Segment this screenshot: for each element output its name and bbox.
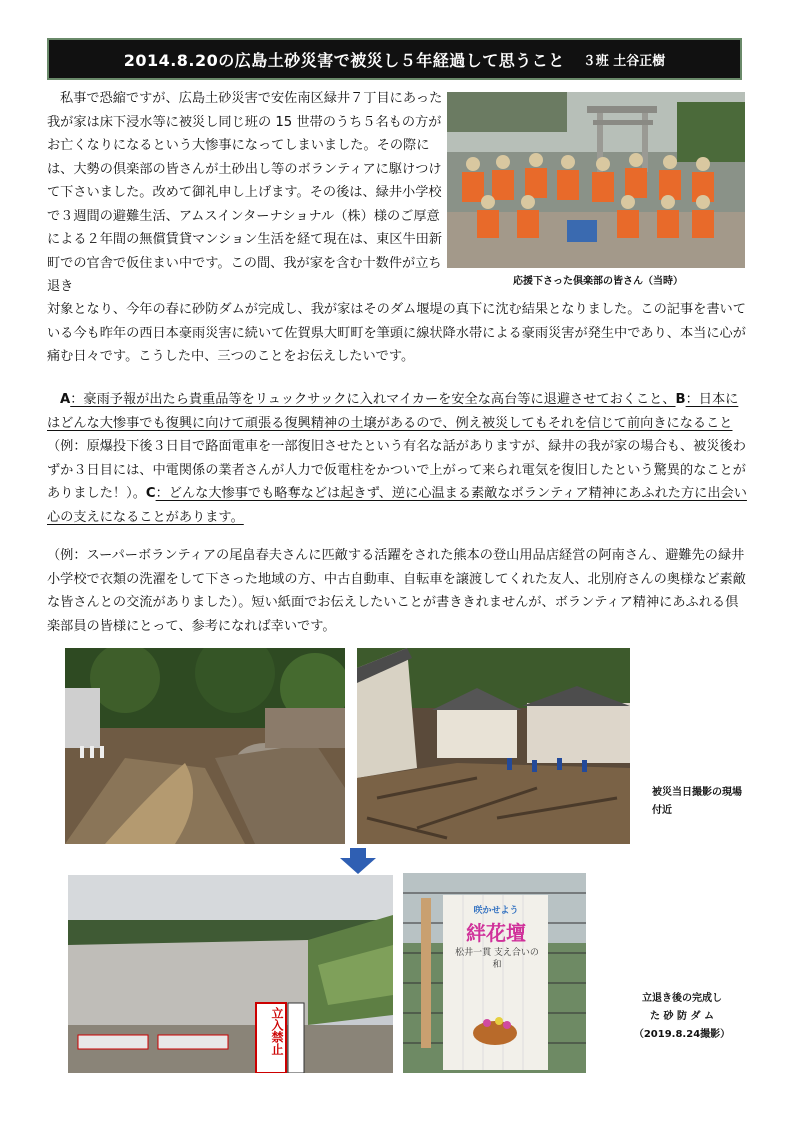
article-paragraph-2: 対象となり、今年の春に砂防ダムが完成し、我が家はそのダム堰堤の真下に沈む結果となりました。この記事を書いている今も昨年の西日本豪雨災害に続いて佐賀県大町町を筆頭に線状降水帯による豪雨災害が発生中であり、本当に心が痛む日々です。こうした中、三つのことをお伝えしたいです。 [47,302,746,364]
article-closing: （例：スーパーボランティアの尾畠春夫さんに匹敵する活躍をされた熊本の登山用品店経営の阿南さん、避難先の緑井小学校で衣類の洗濯をして下さった地域の方、中古自動車、自転車を譲渡してくれた友人、北別府さんの奥様など素敵な皆さんとの交流がありました）。短い紙面でお伝えしたいことが書ききれませんが、ボランティア精神にあふれる倶楽部員の皆様にとって、参考になれば幸いです。 [47,548,746,634]
point-a-text: ：豪雨予報が出たら貴重品等をリュックサックに入れマイカーを安全な高台等に退避させておくこと、 [70,392,676,407]
point-a-label: A [60,392,71,407]
dam-caption-line1: 立退き後の完成し [642,993,722,1004]
point-b-label: B [675,392,686,407]
arrow-down-icon [340,848,376,874]
point-b-example: （例：原爆投下後３日目で路面電車を一部復旧させたという有名な話がありますが、緑井の我が家の場合も、被災後わずか３日目には、中電関係の業者さんが人力で仮電柱をかついで上がって来られ電気を復旧したという驚異的なことがありました！）。 [47,439,746,501]
debris-houses-photo [357,648,630,844]
author: ３班 土谷正樹 [582,53,666,69]
kizuna-sign-subtitle: 松井一貫 支え合いの和 [455,948,539,970]
landslide-photo [65,648,345,844]
dam-photo-caption [612,990,752,1044]
sabo-dam-photo [68,875,393,1073]
disaster-photo-caption: 被災当日撮影の現場付近 [652,787,742,816]
article-paragraph-1: 私事で恐縮ですが、広島土砂災害で安佐南区緑井７丁目にあった我が家は床下浸水等に被災し同じ班の 15 世帯のうち５名もの方がお亡くなりになるという大惨事になってしまいました。その際には、大勢の倶楽部の皆さんが土砂出し等のボランティアに駆けつけて下さいました。改めて御礼申し上げます。その後は、緑井小学校で３週間の避難生活、アムスインターナショナル（株）様のご厚意による２年間の無償賃貸マンション生活を経て現在は、東区牛田新町での官舎で仮住まい中です。この間、我が家を含む十数件が立ち退き [47,91,443,294]
volunteer-group-photo [447,92,745,268]
kizuna-sign-top: 咲かせよう [473,906,519,916]
kizuna-flowerbed-sign-photo [403,873,586,1073]
point-c-label: C [145,486,156,501]
kizuna-sign-title: 絆花壇 [466,921,526,945]
point-c-text: ：どんな大惨事でも略奪などは起きず、逆に心温まる素敵なボランティア精神にあふれた方に出会い心の支えになることがあります。 [47,486,747,525]
group-photo-caption: 応援下さった倶楽部の皆さん（当時） [513,276,683,287]
point-b-text: ：日本にはどんな大惨事でも復興に向けて頑張る復興精神の土壌があるので、例え被災してもそれを信じて前向きになること [47,392,739,431]
dam-caption-line2: た 砂 防 ダ ム [650,1011,714,1022]
article-points [47,388,747,529]
no-entry-sign: 立入禁止 [270,1007,284,1055]
title-bar [47,38,742,80]
page-title: 2014.8.20の広島土砂災害で被災し５年経過して思うこと [123,50,565,70]
dam-caption-line3: （2019.8.24撮影） [633,1029,731,1040]
